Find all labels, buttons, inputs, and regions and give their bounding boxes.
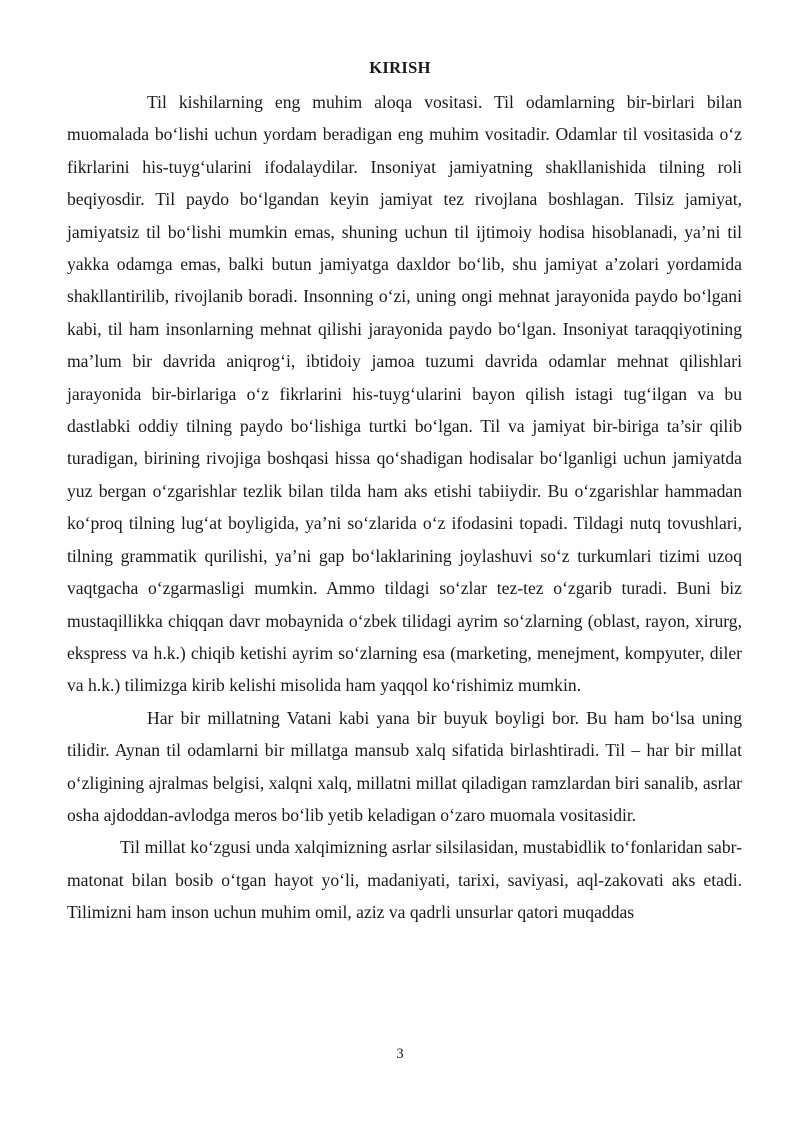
paragraph-1: Til kishilarning eng muhim aloqa vositasi. Til odamlarning bir-birlari bilan muomalada bo‘lishi uchun yordam beradigan eng muhim vositadir. Odamlar til vositasida o‘z fikrlarini his-tuyg‘ularini ifodalaydilar. Insoniyat jamiyatning shakllanishida tilning roli beqiyosdir. Til paydo bo‘lgandan keyin jamiyat tez rivojlana boshlagan. Tilsiz jamiyat, jamiyatsiz til bo‘lishi mumkin emas, shuning uchun til ijtimoiy hodisa hisoblanadi, ya’ni til yakka odamga emas, balki butun jamiyatga daxldor bo‘lib, shu jamiyat a’zolari yordamida shakllantirilib, rivojlanib boradi. Insonning o‘zi, uning ongi mehnat jarayonida paydo bo‘lgani kabi, til ham insonlarning mehnat qilishi jarayonida paydo bo‘lgan. Insoniyat taraqqiyotining ma’lum bir davrida aniqrog‘i, ibtidoiy jamoa tuzumi davrida odamlar mehnat qilishlari jarayonida bir-birlariga o‘z fikrlarini his-tuyg‘ularini bayon qilish istagi tug‘ilgan va bu dastlabki oddiy tilning paydo bo‘lishiga turtki bo‘lgan. Til va jamiyat bir-biriga ta’sir qilib turadigan, birining rivojiga boshqasi hissa qo‘shadigan hodisalar bo‘lganligi uchun jamiyatda yuz bergan o‘zgarishlar tezlik bilan tilda ham aks etishi tabiiydir. Bu o‘zgarishlar hammadan ko‘proq tilning lug‘at boyligida, ya’ni so‘zlarida o‘z ifodasini topadi. Tildagi nutq tovushlari, tilning grammatik qurilishi, ya’ni gap bo‘laklarining joylashuvi so‘z turkumlari tizimi uzoq vaqtgacha o‘zgarmasligi mumkin. Ammo tildagi so‘zlar tez-tez o‘zgarib turadi. Buni biz mustaqillikka chiqqan davr mobaynida o‘zbek tilidagi ayrim so‘zlarning (oblast, rayon, xirurg, ekspress va h.k.) chiqib ketishi ayrim so‘zlarning esa (marketing, menejment, kompyuter, diler va h.k.) tilimizga kirib kelishi misolida ham yaqqol ko‘rishimiz mumkin. (67, 92, 742, 696)
section-heading: KIRISH (369, 58, 431, 77)
page-number: 3 (396, 1046, 404, 1062)
paragraph-2: Har bir millatning Vatani kabi yana bir buyuk boyligi bor. Bu ham bo‘lsa uning tilidir. Aynan til odamlarni bir millatga mansub xalq sifatida birlashtiradi. Til – har bir millat o‘zligining ajralmas belgisi, xalqni xalq, millatni millat qiladigan ramzlardan biri sanalib, asrlar osha ajdoddan-avlodga meros bo‘lib yetib keladigan o‘zaro muomala vositasidir. (67, 707, 742, 825)
paragraph-3: Til millat ko‘zgusi unda xalqimizning asrlar silsilasidan, mustabidlik to‘fonlaridan sabr-matonat bilan bosib o‘tgan hayot yo‘li, madaniyati, tarixi, saviyasi, aql-zakovati aks etadi. Tilimizni ham inson uchun muhim omil, aziz va qadrli unsurlar qatori muqaddas (67, 837, 742, 923)
body-text (67, 86, 742, 929)
